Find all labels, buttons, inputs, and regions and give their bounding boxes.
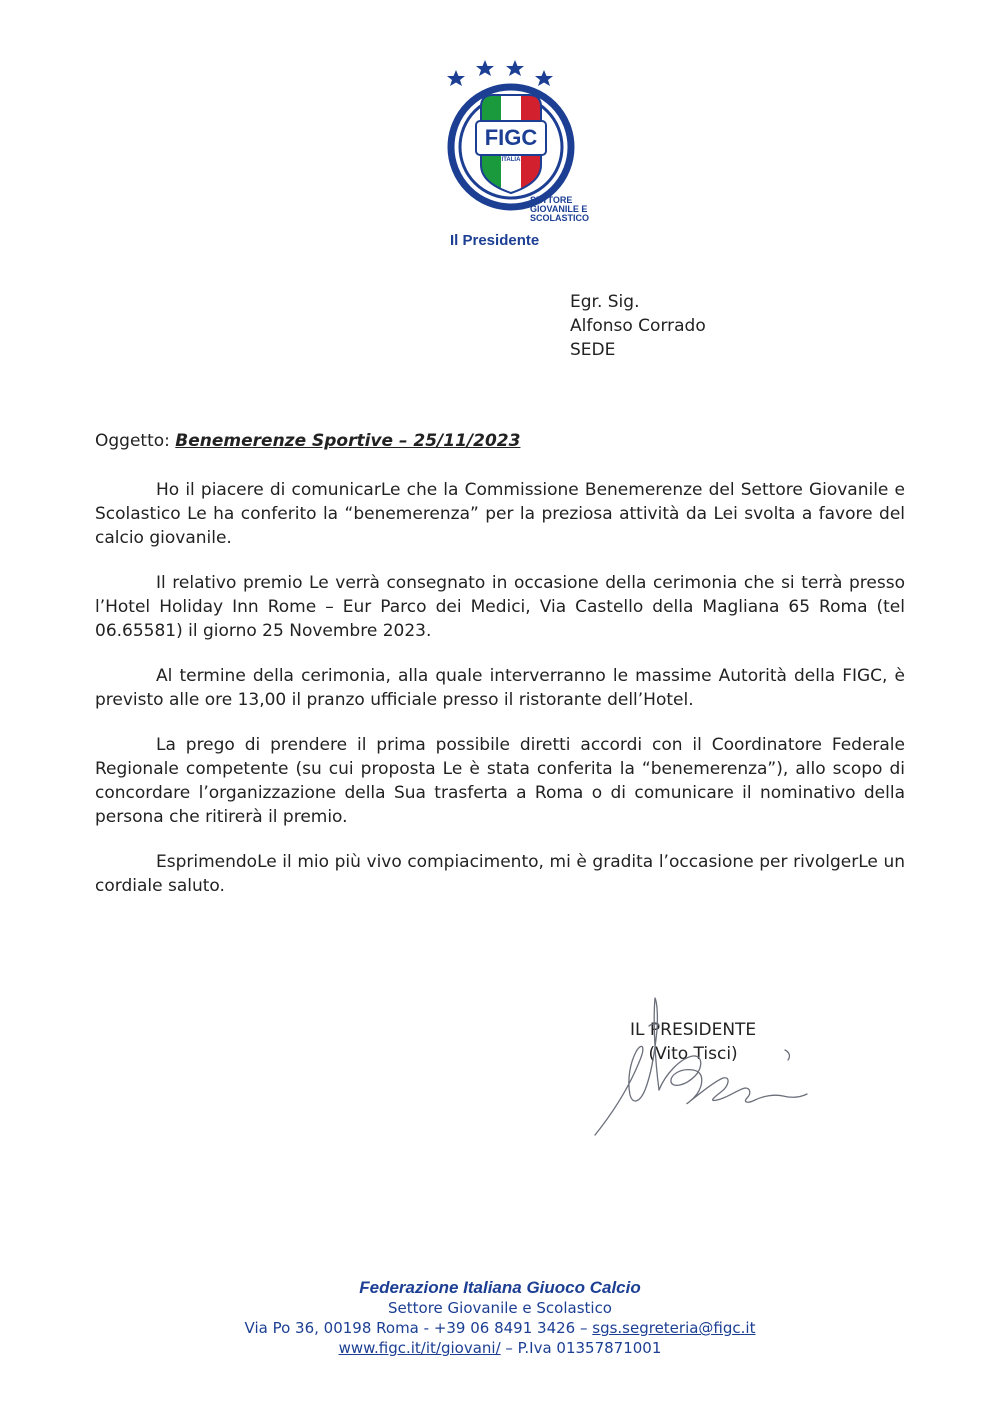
- letter-footer: [0, 1278, 1000, 1358]
- footer-org: Federazione Italiana Giuoco Calcio: [359, 1278, 641, 1297]
- svg-text:SETTORE: SETTORE: [530, 195, 573, 205]
- paragraph-5: EsprimendoLe il mio più vivo compiacimento, mi è gradita l’occasione per rivolgerLe un cordiale saluto.: [95, 852, 905, 896]
- footer-address: Via Po 36, 00198 Roma - +39 06 8491 3426 –: [244, 1319, 593, 1337]
- footer-email-link[interactable]: sgs.segreteria@figc.it: [592, 1319, 756, 1337]
- paragraph-3: Al termine della cerimonia, alla quale interverranno le massime Autorità della FIGC, è previsto alle ore 13,00 il pranzo ufficiale presso il ristorante dell’Hotel.: [95, 666, 905, 710]
- paragraph-2: Il relativo premio Le verrà consegnato in occasione della cerimonia che si terrà presso l’Hotel Holiday Inn Rome – Eur Parco dei Medici, Via Castello della Magliana 65 Roma (tel 06.65581) il giorno 25 Novembre 2023.: [95, 573, 905, 641]
- footer-vat: – P.Iva 01357871001: [500, 1339, 662, 1357]
- footer-sector: Settore Giovanile e Scolastico: [388, 1299, 612, 1317]
- stars-icon: [447, 60, 553, 86]
- recipient-salutation: Egr. Sig.: [570, 292, 640, 312]
- recipient-name: Alfonso Corrado: [570, 316, 706, 336]
- footer-web-line: [0, 1338, 1000, 1358]
- footer-address-line: [0, 1318, 1000, 1338]
- paragraph-1: Ho il piacere di comunicarLe che la Commissione Benemerenze del Settore Giovanile e Scolastico Le ha conferito la “benemerenza” per la preziosa attività da Lei svolta a favore del calcio giovanile.: [95, 480, 905, 548]
- figc-logo: [438, 55, 608, 255]
- svg-text:ITALIA: ITALIA: [501, 157, 521, 163]
- signature-title: IL PRESIDENTE: [630, 1020, 757, 1040]
- paragraph-4: La prego di prendere il prima possibile diretti accordi con il Coordinatore Federale Regionale competente (su cui proposta Le è stata conferita la “benemerenza”), allo scopo di concordare l’organizzazione della Sua trasferta a Roma o di comunicare il nominativo della persona che ritirerà il premio.: [95, 735, 905, 827]
- footer-website-link[interactable]: www.figc.it/it/giovani/: [338, 1339, 501, 1357]
- handwritten-signature: [585, 990, 815, 1140]
- subject-line: [95, 431, 520, 451]
- subject-label: Oggetto:: [95, 431, 170, 451]
- svg-text:GIOVANILE E: GIOVANILE E: [530, 204, 588, 214]
- letter-body: [95, 478, 905, 919]
- recipient-location: SEDE: [570, 340, 616, 360]
- president-caption: Il Presidente: [450, 232, 540, 249]
- svg-text:SCOLASTICO: SCOLASTICO: [530, 213, 590, 223]
- svg-text:FIGC: FIGC: [484, 125, 538, 150]
- subject-value: Benemerenze Sportive – 25/11/2023: [175, 431, 521, 451]
- recipient-block: [570, 290, 706, 362]
- signature-name: (Vito Tisci): [648, 1044, 738, 1064]
